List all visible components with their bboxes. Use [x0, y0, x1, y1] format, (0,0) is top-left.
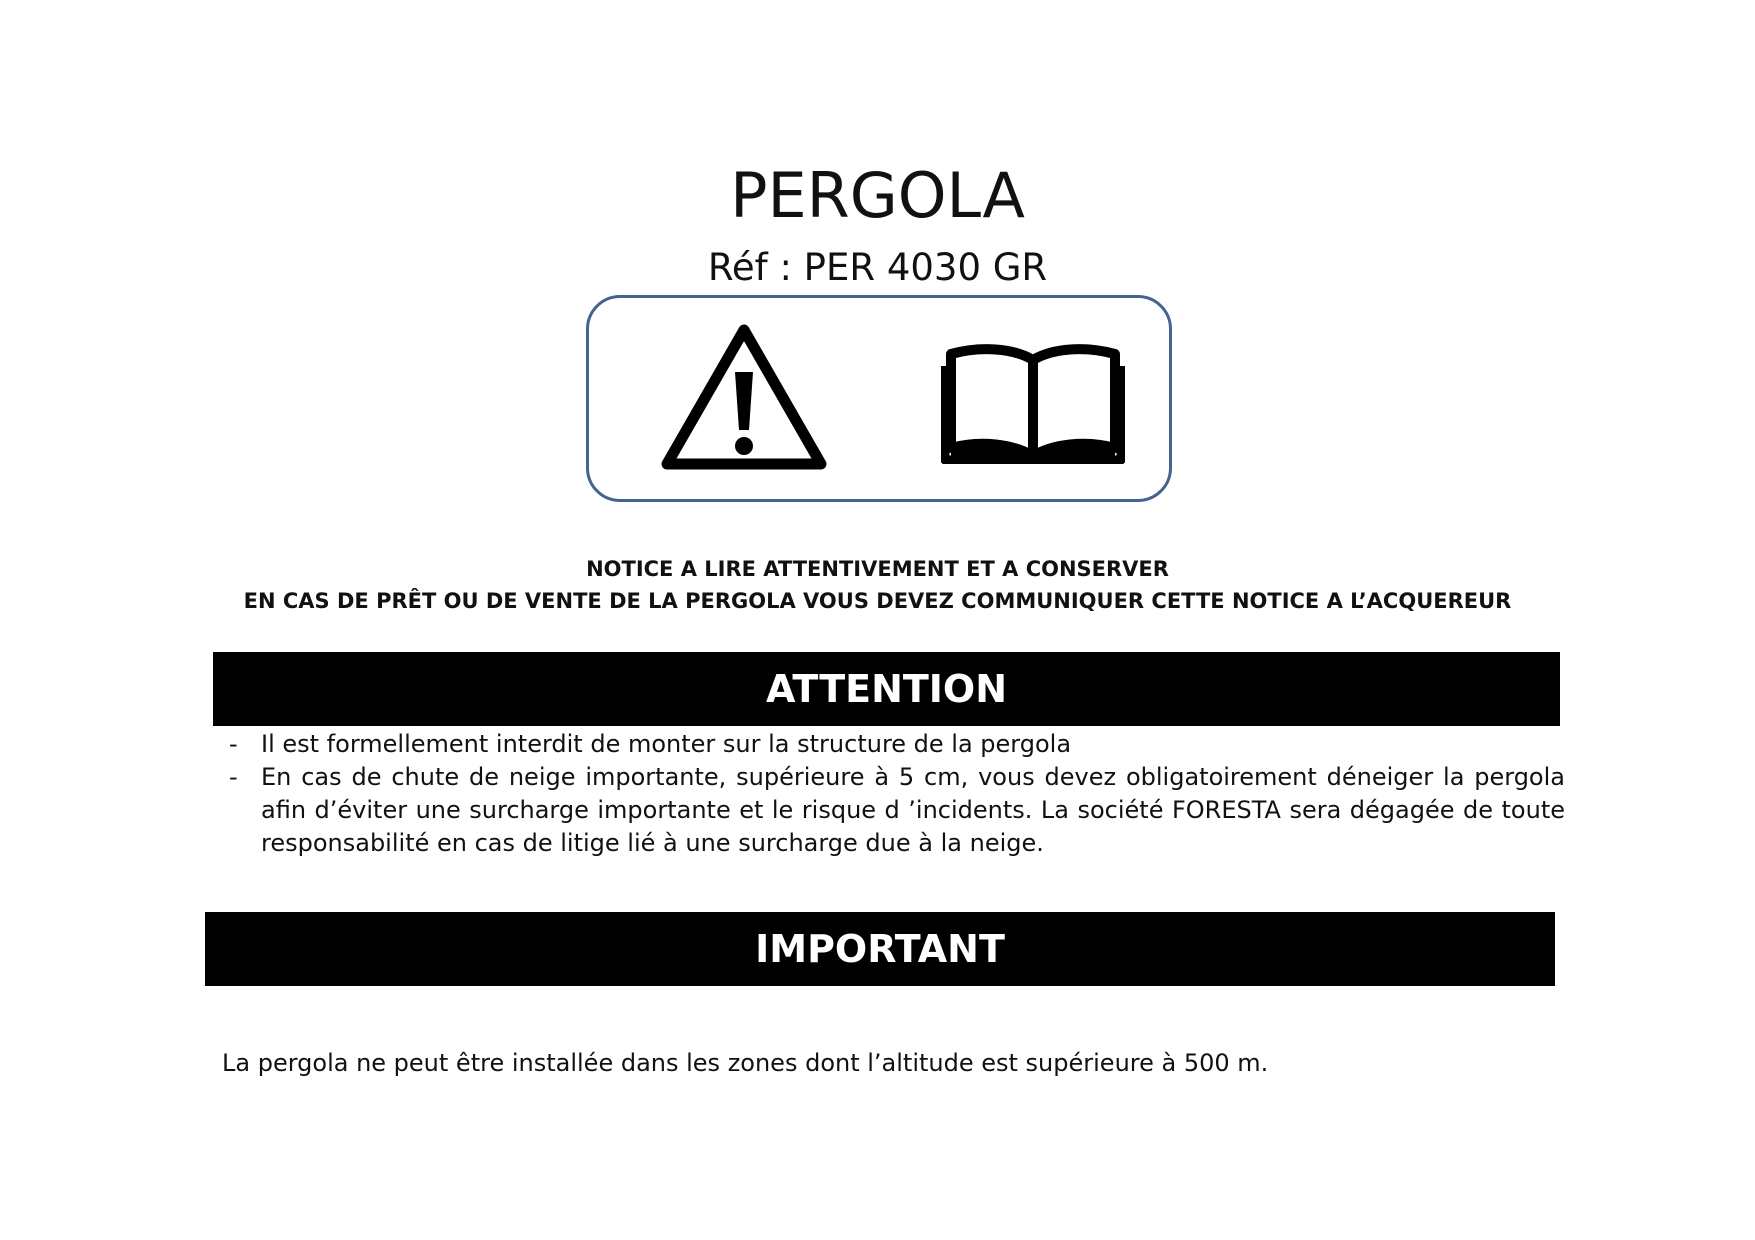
list-bullet: -	[229, 730, 238, 758]
list-item-text: Il est formellement interdit de monter sur la structure de la pergola	[261, 730, 1072, 758]
product-title: PERGOLA	[730, 159, 1025, 232]
list-item	[225, 728, 1565, 761]
important-heading: IMPORTANT	[205, 912, 1555, 986]
warning-triangle-icon	[659, 322, 829, 472]
notice-line-2: EN CAS DE PRÊT OU DE VENTE DE LA PERGOLA VOUS DEVEZ COMMUNIQUER CETTE NOTICE A L’ACQUEREUR	[243, 589, 1512, 613]
notice-line-1: NOTICE A LIRE ATTENTIVEMENT ET A CONSERVER	[586, 557, 1169, 581]
attention-heading: ATTENTION	[213, 652, 1560, 726]
safety-pictograms-frame	[586, 295, 1172, 502]
important-text: La pergola ne peut être installée dans les zones dont l’altitude est supérieure à 500 m.	[222, 1049, 1269, 1077]
list-item	[225, 761, 1565, 860]
open-book-icon	[941, 338, 1125, 464]
product-reference: Réf : PER 4030 GR	[707, 246, 1048, 289]
attention-list	[225, 728, 1565, 860]
list-bullet: -	[229, 763, 238, 791]
list-item-text: En cas de chute de neige importante, supérieure à 5 cm, vous devez obligatoirement déneiger la pergola afin d’éviter une surcharge importante et le risque d ’incidents. La société FORESTA sera dégagée de toute responsabilité en cas de litige lié à une surcharge due à la neige.	[261, 763, 1565, 857]
